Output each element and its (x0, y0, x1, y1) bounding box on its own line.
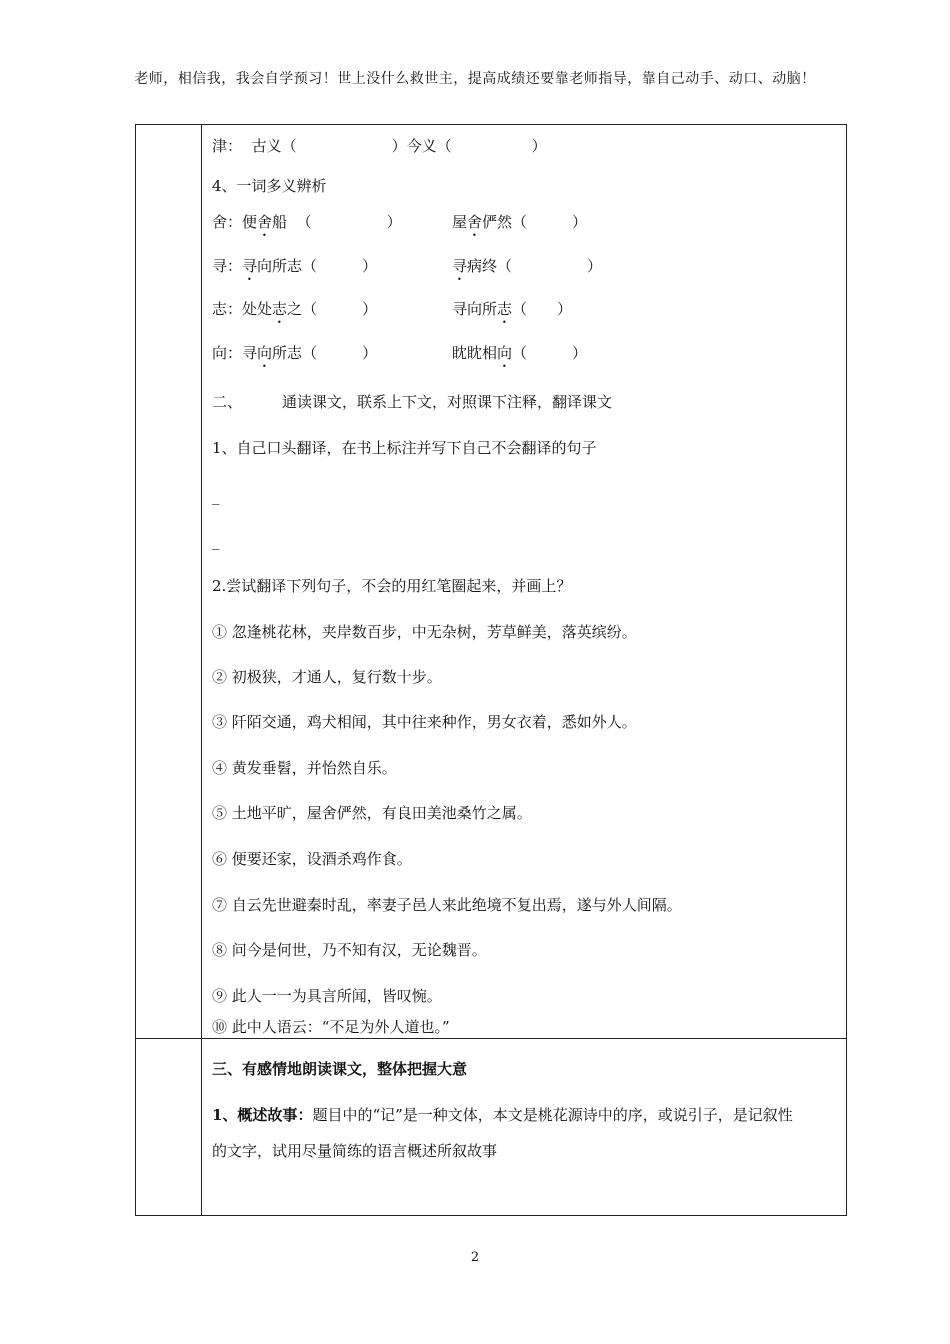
jin-modern-label: ）今义（ (391, 137, 452, 155)
polysemy-row-xun: 寻：寻向所志（ ） (212, 257, 378, 275)
sentence-1: ① 忽逢桃花林，夹岸数百步，中无杂树，芳草鲜美，落英缤纷。 (212, 623, 637, 641)
worksheet-table (135, 124, 847, 1216)
section3-title: 三、有感情地朗读课文，整体把握大意 (212, 1060, 468, 1078)
task1-text: 1、自己口头翻译，在书上标注并写下自己不会翻译的句子 (212, 439, 597, 457)
polysemy-row-xun-b: 寻病终（ ） (452, 257, 603, 275)
polysemy-row-zhi: 志：处处志之（ ） (212, 300, 378, 318)
polysemy-row-zhi-b: 寻向所志（ ） (452, 300, 573, 318)
sentence-10: ⑩ 此中人语云：“不足为外人道也。” (212, 1018, 450, 1036)
page-header-motto: 老师，相信我，我会自学预习！世上没什么救世主，提高成绩还要靠老师指导，靠自己动手、动口、动脑！ (134, 71, 816, 87)
polysemy-row-xiang-b: 眈眈相向（ ） (452, 344, 588, 362)
polysemy-title: 4、一词多义辨析 (212, 177, 327, 195)
jin-line (212, 135, 547, 156)
polysemy-row-she: 舍：便舍船 （ ） (212, 213, 402, 231)
sentence-9: ⑨ 此人一一为具言所闻，皆叹惋。 (212, 987, 442, 1005)
jin-close: ） (531, 137, 547, 155)
content-cell-1 (202, 125, 846, 1038)
left-empty-cell (136, 125, 202, 1038)
sentence-8: ⑧ 问今是何世，乃不知有汉，无论魏晋。 (212, 941, 487, 959)
left-empty-cell-2 (136, 1039, 202, 1215)
table-row-1 (136, 125, 846, 1038)
sentence-3: ③ 阡陌交通，鸡犬相闻，其中往来种作，男女衣着，悉如外人。 (212, 713, 637, 731)
summary-item-line2: 的文字，试用尽量简练的语言概述所叙故事 (212, 1142, 498, 1160)
content-cell-2 (202, 1039, 846, 1215)
sentence-6: ⑥ 便要还家，设酒杀鸡作食。 (212, 850, 412, 868)
blank-line-1: _ (212, 487, 220, 505)
sentence-7: ⑦ 自云先世避秦时乱，率妻子邑人来此绝境不复出焉，遂与外人间隔。 (212, 896, 682, 914)
sentence-2: ② 初极狭，才通人，复行数十步。 (212, 668, 442, 686)
sentence-4: ④ 黄发垂髫，并怡然自乐。 (212, 759, 397, 777)
table-row-2 (136, 1038, 846, 1215)
summary-item-line1: 1、概述故事：题目中的“记”是一种文体，本文是桃花源诗中的序，或说引子，是记叙性 (212, 1106, 793, 1124)
part2-heading: 二、 通读课文，联系上下文，对照课下注释，翻译课文 (212, 393, 613, 411)
jin-char: 津： (212, 137, 243, 155)
sentence-5: ⑤ 土地平旷，屋舍俨然，有良田美池桑竹之属。 (212, 804, 532, 822)
page-number: 2 (470, 1250, 480, 1265)
task2-text: 2.尝试翻译下列句子，不会的用红笔圈起来，并画上？ (212, 577, 572, 595)
polysemy-row-xiang: 向：寻向所志（ ） (212, 344, 378, 362)
blank-line-2: _ (212, 532, 220, 550)
polysemy-row-she-b: 屋舍俨然（ ） (452, 213, 588, 231)
jin-ancient-label: 古义（ (251, 137, 297, 155)
